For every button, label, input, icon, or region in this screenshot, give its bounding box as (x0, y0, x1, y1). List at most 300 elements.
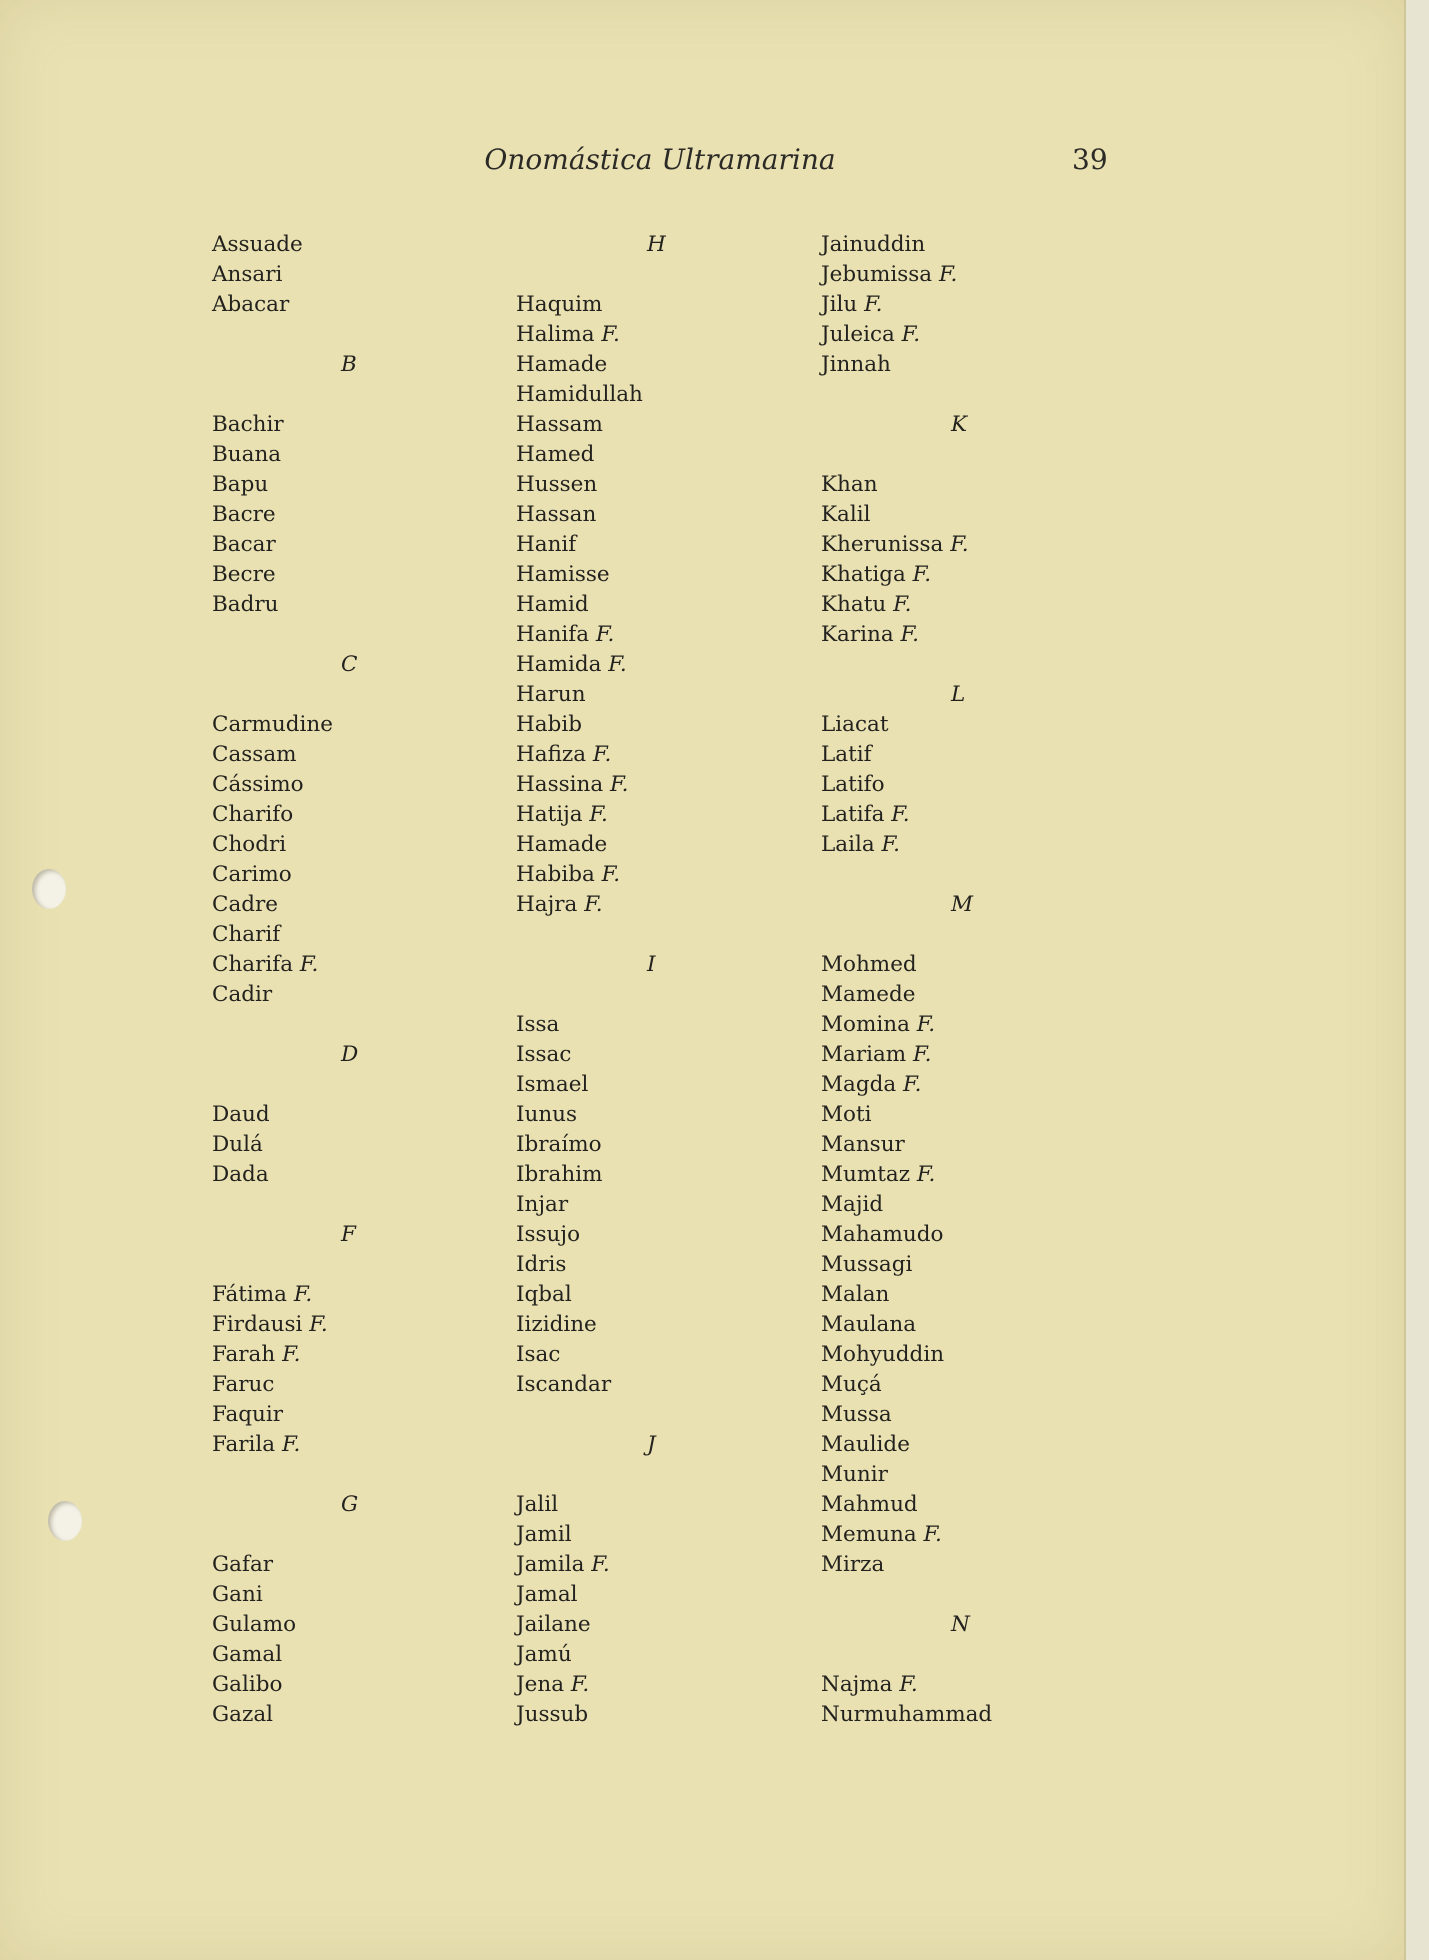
section-letter: H (647, 232, 666, 257)
name-entry (821, 1160, 1121, 1190)
name-entry (516, 1070, 816, 1100)
name-text: Najma (821, 1672, 893, 1697)
name-text: Jebumissa (821, 262, 933, 287)
page-number: 39 (1072, 143, 1108, 176)
name-entry (516, 530, 816, 560)
spacer (212, 380, 512, 410)
name-text: Mahmud (821, 1492, 918, 1517)
name-entry (516, 1490, 816, 1520)
name-text: Farah (212, 1342, 276, 1367)
name-text: Khatiga (821, 562, 906, 587)
feminine-marker: F. (916, 1162, 936, 1187)
name-entry (821, 830, 1121, 860)
name-entry (516, 1580, 816, 1610)
name-text: Jena (516, 1672, 565, 1697)
name-entry (821, 1340, 1121, 1370)
feminine-marker: F. (912, 562, 932, 587)
name-entry (821, 350, 1121, 380)
name-text: Mohmed (821, 952, 917, 977)
name-text: Jamú (516, 1642, 572, 1667)
name-text: Hanif (516, 532, 577, 557)
name-text: Mahamudo (821, 1222, 944, 1247)
name-text: Hassina (516, 772, 604, 797)
name-text: Ibrahim (516, 1162, 603, 1187)
name-entry (516, 1250, 816, 1280)
feminine-marker: F. (916, 1012, 936, 1037)
feminine-marker: F. (293, 1282, 313, 1307)
spacer (212, 1190, 512, 1220)
name-text: Harun (516, 682, 586, 707)
section-letter: B (341, 352, 357, 377)
name-entry (821, 1400, 1121, 1430)
name-entry (821, 1250, 1121, 1280)
name-text: Khatu (821, 592, 887, 617)
name-text: Jamila (516, 1552, 585, 1577)
section-letter: G (341, 1492, 359, 1517)
name-text: Moti (821, 1102, 872, 1127)
background-sheet-edge (1406, 0, 1429, 1960)
name-text: Badru (212, 592, 279, 617)
name-text: Injar (516, 1192, 569, 1217)
name-entry (516, 890, 816, 920)
name-text: Charif (212, 922, 281, 947)
name-entry (212, 1430, 512, 1460)
name-entry (212, 1640, 512, 1670)
name-entry (516, 1160, 816, 1190)
name-text: Mussa (821, 1402, 892, 1427)
spacer (821, 1640, 1121, 1670)
name-text: Hassam (516, 412, 603, 437)
name-text: Hussen (516, 472, 598, 497)
name-text: Hajra (516, 892, 578, 917)
name-text: Mumtaz (821, 1162, 911, 1187)
feminine-marker: F. (591, 1552, 610, 1577)
name-text: Carimo (212, 862, 292, 887)
name-text: Hamisse (516, 562, 610, 587)
name-text: Memuna (821, 1522, 917, 1547)
name-entry (821, 770, 1121, 800)
name-text: Munir (821, 1462, 888, 1487)
feminine-marker: F. (901, 322, 921, 347)
name-entry (516, 1700, 816, 1730)
name-entry (516, 1310, 816, 1340)
name-text: Haquim (516, 292, 603, 317)
spacer (821, 1580, 1121, 1610)
name-entry (212, 530, 512, 560)
name-text: Hassan (516, 502, 597, 527)
name-text: Gamal (212, 1642, 283, 1667)
name-text: Muçá (821, 1372, 882, 1397)
name-entry (821, 1010, 1121, 1040)
name-text: Malan (821, 1282, 890, 1307)
name-text: Cassam (212, 742, 297, 767)
name-text: Charifa (212, 952, 294, 977)
name-column-1 (212, 230, 512, 1730)
name-entry (212, 920, 512, 950)
feminine-marker: F. (595, 622, 615, 647)
name-entry (516, 1040, 816, 1070)
name-entry (212, 290, 512, 320)
name-entry (821, 1490, 1121, 1520)
name-entry (212, 440, 512, 470)
name-text: Fátima (212, 1282, 287, 1307)
feminine-marker: F. (900, 622, 919, 647)
spacer (212, 320, 512, 350)
name-text: Gulamo (212, 1612, 297, 1637)
section-letter: I (647, 952, 656, 977)
feminine-marker: F. (610, 772, 629, 797)
name-entry (821, 230, 1121, 260)
name-text: Isac (516, 1342, 561, 1367)
name-text: Iscandar (516, 1372, 612, 1397)
spacer (516, 260, 816, 290)
name-entry (212, 770, 512, 800)
section-letter: D (341, 1042, 359, 1067)
name-text: Momina (821, 1012, 910, 1037)
name-entry (212, 950, 512, 980)
spacer (516, 1460, 816, 1490)
name-text: Jamil (516, 1522, 572, 1547)
name-entry (212, 1400, 512, 1430)
feminine-marker: F. (299, 952, 319, 977)
name-text: Kherunissa (821, 532, 944, 557)
name-entry (516, 680, 816, 710)
name-text: Buana (212, 442, 282, 467)
name-text: Hamid (516, 592, 589, 617)
name-entry (516, 1010, 816, 1040)
name-text: Bapu (212, 472, 269, 497)
name-entry (212, 1340, 512, 1370)
name-text: Bachir (212, 412, 284, 437)
name-entry (821, 260, 1121, 290)
name-entry (516, 620, 816, 650)
feminine-marker: F. (282, 1342, 301, 1367)
spacer (821, 380, 1121, 410)
name-entry (516, 1280, 816, 1310)
name-entry (212, 1280, 512, 1310)
name-text: Cássimo (212, 772, 304, 797)
name-entry (212, 710, 512, 740)
name-entry (821, 980, 1121, 1010)
spacer (516, 1400, 816, 1430)
name-text: Magda (821, 1072, 897, 1097)
name-text: Bacre (212, 502, 276, 527)
name-entry (212, 1670, 512, 1700)
name-text: Latifa (821, 802, 885, 827)
name-entry (821, 710, 1121, 740)
name-text: Hamida (516, 652, 602, 677)
name-text: Khan (821, 472, 878, 497)
name-text: Ansari (212, 262, 283, 287)
name-entry (212, 1310, 512, 1340)
spacer (821, 440, 1121, 470)
spacer (212, 1010, 512, 1040)
punch-hole-lower (48, 1501, 82, 1541)
name-entry (516, 410, 816, 440)
name-entry (821, 1310, 1121, 1340)
name-entry (821, 1700, 1121, 1730)
name-text: Latif (821, 742, 872, 767)
name-entry (516, 830, 816, 860)
name-text: Bacar (212, 532, 276, 557)
spacer (212, 1250, 512, 1280)
name-entry (516, 1340, 816, 1370)
spacer (212, 1460, 512, 1490)
name-text: Nurmuhammad (821, 1702, 993, 1727)
feminine-marker: F. (923, 1522, 942, 1547)
name-text: Assuade (212, 232, 303, 257)
name-entry (821, 1130, 1121, 1160)
feminine-marker: F. (938, 262, 958, 287)
spacer (516, 920, 816, 950)
name-text: Dada (212, 1162, 269, 1187)
name-text: Jailane (516, 1612, 591, 1637)
name-entry (212, 560, 512, 590)
name-text: Kalil (821, 502, 871, 527)
name-text: Jinnah (821, 352, 891, 377)
name-entry (821, 1550, 1121, 1580)
name-entry (821, 950, 1121, 980)
name-text: Mariam (821, 1042, 907, 1067)
name-entry (516, 1100, 816, 1130)
feminine-marker: F. (608, 652, 627, 677)
name-text: Mirza (821, 1552, 885, 1577)
name-entry (516, 590, 816, 620)
feminine-marker: F. (592, 742, 612, 767)
name-text: Mamede (821, 982, 916, 1007)
feminine-marker: F. (899, 1672, 918, 1697)
name-text: Mansur (821, 1132, 905, 1157)
name-text: Chodri (212, 832, 287, 857)
name-entry (516, 1610, 816, 1640)
name-text: Jalil (516, 1492, 559, 1517)
name-text: Daud (212, 1102, 270, 1127)
name-entry (821, 1430, 1121, 1460)
name-text: Charifo (212, 802, 294, 827)
name-text: Idris (516, 1252, 567, 1277)
name-entry (212, 1100, 512, 1130)
name-entry (516, 710, 816, 740)
name-text: Abacar (212, 292, 290, 317)
name-entry (516, 860, 816, 890)
name-entry (821, 1370, 1121, 1400)
name-entry (212, 740, 512, 770)
name-text: Farila (212, 1432, 276, 1457)
name-entry (212, 1370, 512, 1400)
feminine-marker: F. (601, 862, 621, 887)
name-text: Habiba (516, 862, 595, 887)
feminine-marker: F. (881, 832, 900, 857)
feminine-marker: F. (864, 292, 883, 317)
spacer (821, 920, 1121, 950)
name-entry (821, 320, 1121, 350)
feminine-marker: F. (309, 1312, 328, 1337)
name-entry (212, 1550, 512, 1580)
name-entry (516, 800, 816, 830)
name-entry (821, 620, 1121, 650)
name-text: Jainuddin (821, 232, 926, 257)
name-entry (821, 560, 1121, 590)
name-text: Cadre (212, 892, 279, 917)
name-text: Jilu (821, 292, 858, 317)
name-text: Karina (821, 622, 894, 647)
name-text: Issujo (516, 1222, 581, 1247)
name-text: Majid (821, 1192, 884, 1217)
name-entry (516, 1520, 816, 1550)
name-entry (212, 890, 512, 920)
section-letter: F (341, 1222, 356, 1247)
name-entry (516, 350, 816, 380)
name-entry (212, 1130, 512, 1160)
name-entry (516, 1220, 816, 1250)
name-entry (212, 260, 512, 290)
name-entry (516, 770, 816, 800)
name-text: Cadir (212, 982, 273, 1007)
name-text: Hamidullah (516, 382, 643, 407)
spacer (212, 1070, 512, 1100)
section-letter: C (341, 652, 358, 677)
name-text: Hanifa (516, 622, 590, 647)
name-text: Gazal (212, 1702, 274, 1727)
name-text: Maulide (821, 1432, 910, 1457)
spacer (821, 650, 1121, 680)
name-text: Carmudine (212, 712, 333, 737)
spacer (212, 1520, 512, 1550)
name-entry (821, 1190, 1121, 1220)
name-text: Dulá (212, 1132, 263, 1157)
name-entry (821, 1100, 1121, 1130)
name-text: Jussub (516, 1702, 589, 1727)
name-entry (821, 1040, 1121, 1070)
name-entry (516, 1550, 816, 1580)
name-text: Jamal (516, 1582, 578, 1607)
name-entry (212, 410, 512, 440)
name-entry (821, 470, 1121, 500)
name-text: Faruc (212, 1372, 275, 1397)
name-entry (212, 800, 512, 830)
section-letter: M (951, 892, 974, 917)
spacer (516, 980, 816, 1010)
name-text: Issac (516, 1042, 572, 1067)
name-text: Firdausi (212, 1312, 303, 1337)
punch-hole-upper (32, 869, 66, 909)
name-text: Becre (212, 562, 276, 587)
name-text: Maulana (821, 1312, 917, 1337)
name-entry (821, 800, 1121, 830)
name-entry (516, 440, 816, 470)
name-entry (821, 590, 1121, 620)
name-entry (212, 860, 512, 890)
name-text: Iizidine (516, 1312, 597, 1337)
name-entry (212, 1580, 512, 1610)
name-text: Faquir (212, 1402, 284, 1427)
name-entry (821, 1520, 1121, 1550)
feminine-marker: F. (903, 1072, 922, 1097)
name-text: Hamed (516, 442, 595, 467)
feminine-marker: F. (913, 1042, 932, 1067)
name-entry (821, 290, 1121, 320)
name-entry (212, 980, 512, 1010)
name-entry (516, 740, 816, 770)
name-text: Mussagi (821, 1252, 913, 1277)
name-entry (212, 1610, 512, 1640)
name-text: Gani (212, 1582, 263, 1607)
name-text: Halima (516, 322, 595, 347)
name-text: Latifo (821, 772, 885, 797)
name-entry (821, 1220, 1121, 1250)
feminine-marker: F. (950, 532, 969, 557)
name-text: Hamade (516, 352, 608, 377)
name-text: Laila (821, 832, 875, 857)
name-entry (516, 650, 816, 680)
name-column-3 (821, 230, 1121, 1730)
spacer (212, 680, 512, 710)
name-entry (516, 290, 816, 320)
name-text: Gafar (212, 1552, 274, 1577)
name-text: Hamade (516, 832, 608, 857)
name-entry (516, 1370, 816, 1400)
name-text: Ibraímo (516, 1132, 602, 1157)
name-entry (516, 320, 816, 350)
name-entry (212, 830, 512, 860)
spacer (212, 620, 512, 650)
name-text: Iqbal (516, 1282, 572, 1307)
name-entry (821, 740, 1121, 770)
name-entry (821, 530, 1121, 560)
feminine-marker: F. (891, 802, 910, 827)
name-entry (821, 500, 1121, 530)
name-entry (212, 1700, 512, 1730)
name-entry (212, 1160, 512, 1190)
name-entry (821, 1460, 1121, 1490)
feminine-marker: F. (589, 802, 608, 827)
name-entry (516, 1640, 816, 1670)
name-text: Galibo (212, 1672, 283, 1697)
section-letter: N (951, 1612, 970, 1637)
name-entry (516, 1130, 816, 1160)
name-text: Juleica (821, 322, 895, 347)
name-entry (821, 1280, 1121, 1310)
spacer (821, 860, 1121, 890)
name-entry (212, 590, 512, 620)
name-entry (516, 560, 816, 590)
name-text: Hafiza (516, 742, 587, 767)
name-entry (212, 470, 512, 500)
name-entry (516, 470, 816, 500)
name-entry (516, 500, 816, 530)
page-title: Onomástica Ultramarina (484, 143, 836, 176)
feminine-marker: F. (601, 322, 620, 347)
name-entry (516, 380, 816, 410)
name-entry (212, 230, 512, 260)
name-text: Mohyuddin (821, 1342, 945, 1367)
name-entry (821, 1070, 1121, 1100)
name-text: Hatija (516, 802, 583, 827)
name-entry (516, 1190, 816, 1220)
name-text: Liacat (821, 712, 889, 737)
feminine-marker: F. (570, 1672, 590, 1697)
name-text: Habib (516, 712, 582, 737)
name-text: Ismael (516, 1072, 589, 1097)
section-letter: K (951, 412, 968, 437)
feminine-marker: F. (893, 592, 912, 617)
name-text: Issa (516, 1012, 560, 1037)
name-entry (212, 500, 512, 530)
section-letter: J (647, 1432, 656, 1457)
name-entry (516, 1670, 816, 1700)
name-entry (821, 1670, 1121, 1700)
name-column-2 (516, 230, 816, 1730)
